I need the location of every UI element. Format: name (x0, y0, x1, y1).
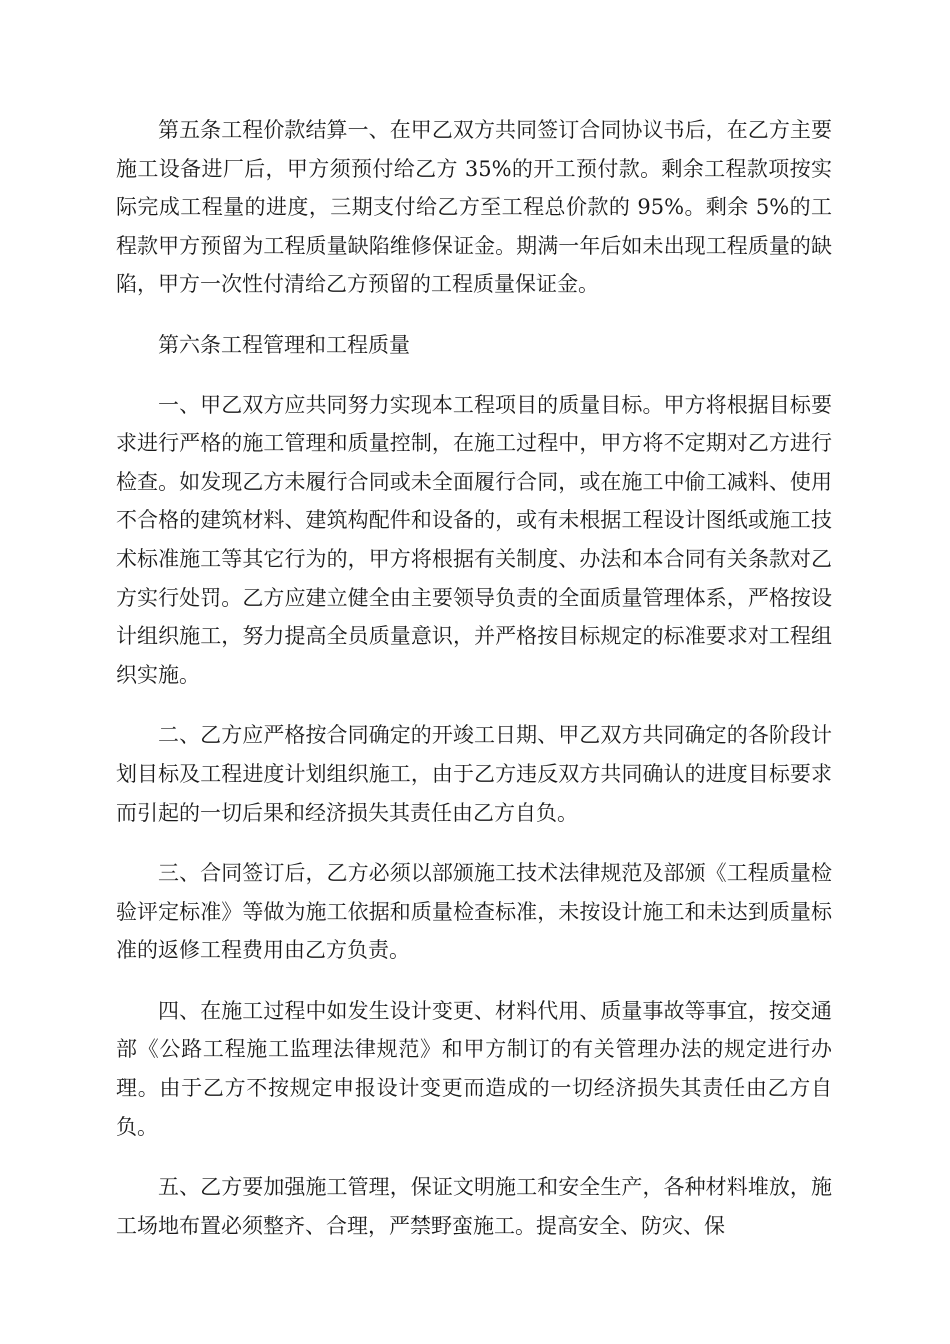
clause-6-item-5: 五、乙方要加强施工管理，保证文明施工和安全生产，各种材料堆放，施工场地布置必须整齐、合理，严禁野蛮施工。提高安全、防灾、保 (116, 1175, 832, 1238)
clause-6-item-4: 四、在施工过程中如发生设计变更、材料代用、质量事故等事宜，按交通部《公路工程施工监理法律规范》和甲方制订的有关管理办法的规定进行办理。由于乙方不按规定申报设计变更而造成的一切经济损失其责任由乙方自负。 (116, 998, 832, 1139)
clause-6-item-1: 一、甲乙双方应共同努力实现本工程项目的质量目标。甲方将根据目标要求进行严格的施工管理和质量控制，在施工过程中，甲方将不定期对乙方进行检查。如发现乙方未履行合同或未全面履行合同，或在施工中偷工减料、使用不合格的建筑材料、建筑构配件和设备的，或有未根据工程设计图纸或施工技术标准施工等其它行为的，甲方将根据有关制度、办法和本合同有关条款对乙方实行处罚。乙方应建立健全由主要领导负责的全面质量管理体系，严格按设计组织施工，努力提高全员质量意识，并严格按目标规定的标准要求对工程组织实施。 (116, 392, 832, 687)
document-body (116, 111, 832, 1267)
clause-6-item-3: 三、合同签订后，乙方必须以部颁施工技术法律规范及部颁《工程质量检验评定标准》等做为施工依据和质量检查标准，未按设计施工和未达到质量标准的返修工程费用由乙方负责。 (116, 861, 832, 963)
clause-6-item-2: 二、乙方应严格按合同确定的开竣工日期、甲乙双方共同确定的各阶段计划目标及工程进度计划组织施工，由于乙方违反双方共同确认的进度目标要求而引起的一切后果和经济损失其责任由乙方自负。 (116, 723, 832, 825)
clause-6-heading: 第六条工程管理和工程质量 (158, 332, 410, 357)
clause-5-payment-settlement: 第五条工程价款结算一、在甲乙双方共同签订合同协议书后，在乙方主要施工设备进厂后，甲方须预付给乙方 35%的开工预付款。剩余工程款项按实际完成工程量的进度，三期支付给乙方至工程总价款的 95%。剩余 5%的工程款甲方预留为工程质量缺陷维修保证金。期满一年后如未出现工程质量的缺陷，甲方一次性付清给乙方预留的工程质量保证金。 (116, 118, 832, 297)
